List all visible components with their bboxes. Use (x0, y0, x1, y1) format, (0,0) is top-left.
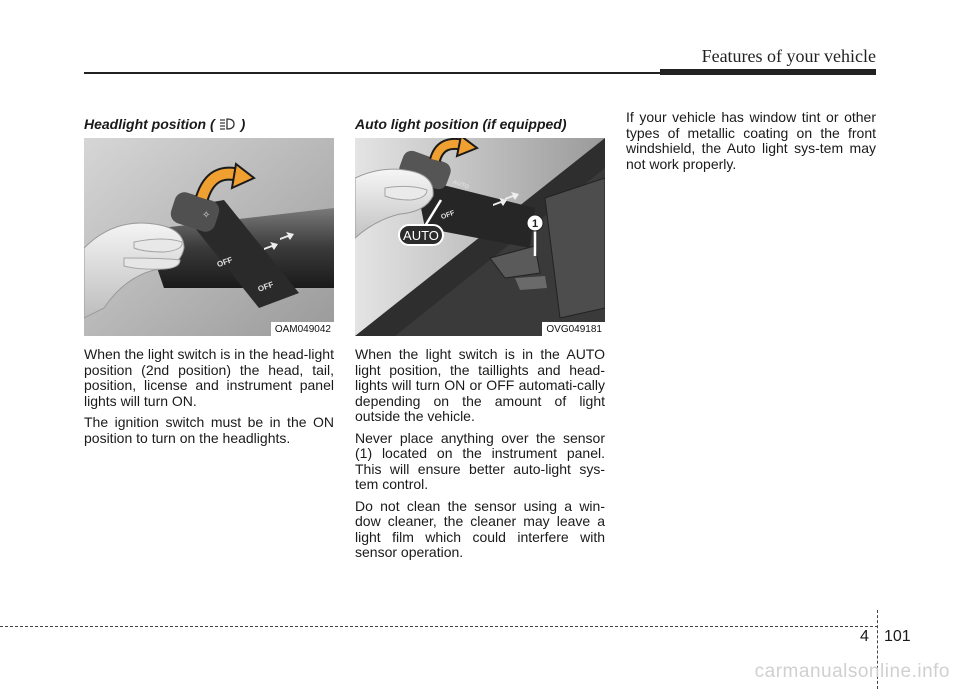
page-number: 101 (884, 628, 911, 645)
figure-callout-sensor: 1 (531, 218, 539, 230)
figure-label-off: OFF (440, 209, 456, 222)
header-rule (84, 72, 660, 74)
watermark: carmanualsonline.info (754, 661, 950, 682)
paragraph: If your vehicle has window tint or other types of metallic coating on the front windshield, the Auto light sys-tem may not work properly. (626, 109, 876, 172)
paragraph: Never place anything over the sensor (1) located on the instrument panel. This will ensure better auto-light sys-tem control. (355, 429, 605, 492)
section-title-text: Headlight position ( (84, 116, 215, 132)
header-rule-tab (660, 69, 876, 75)
section-auto-light-position (355, 110, 605, 567)
figure-label-auto: AUTO (451, 179, 470, 191)
figure-headlight-switch (84, 138, 334, 336)
section-title: Auto light position (if equipped) (355, 116, 567, 132)
footer-rule (0, 626, 878, 627)
figure-auto-light-switch (355, 138, 605, 336)
paragraph: When the light switch is in the AUTO light position, the taillights and head-lights will turn ON or OFF automati-cally depending on the amount of light outside the vehicle. (355, 346, 605, 424)
figure-illustration (84, 138, 334, 336)
figure-callout-auto: AUTO (403, 228, 439, 243)
header-title: Features of your vehicle (701, 46, 876, 66)
headlight-icon (218, 117, 238, 131)
section-body (626, 110, 876, 172)
section-title-close: ) (240, 116, 246, 132)
figure-code: OVG049181 (542, 322, 605, 336)
figure-illustration (355, 138, 605, 336)
figure-code: OAM049042 (271, 322, 334, 336)
figure-label-off: OFF (215, 255, 234, 270)
paragraph: Do not clean the sensor using a win-dow cleaner, the cleaner may leave a light film which could interfere with sensor operation. (355, 497, 605, 560)
section-body (84, 347, 334, 446)
paragraph: When the light switch is in the head-light position (2nd position) the head, tail, position, license and instrument panel lights will turn ON. (84, 346, 334, 409)
chapter-number: 4 (860, 628, 869, 645)
section-window-tint-note (626, 110, 876, 178)
section-title (84, 110, 334, 138)
figure-label-off-2: OFF (256, 279, 275, 294)
paragraph: The ignition switch must be in the ON position to turn on the headlights. (84, 414, 334, 446)
section-body (355, 347, 605, 561)
section-headlight-position (84, 110, 334, 452)
svg-text:✧: ✧ (202, 210, 211, 221)
